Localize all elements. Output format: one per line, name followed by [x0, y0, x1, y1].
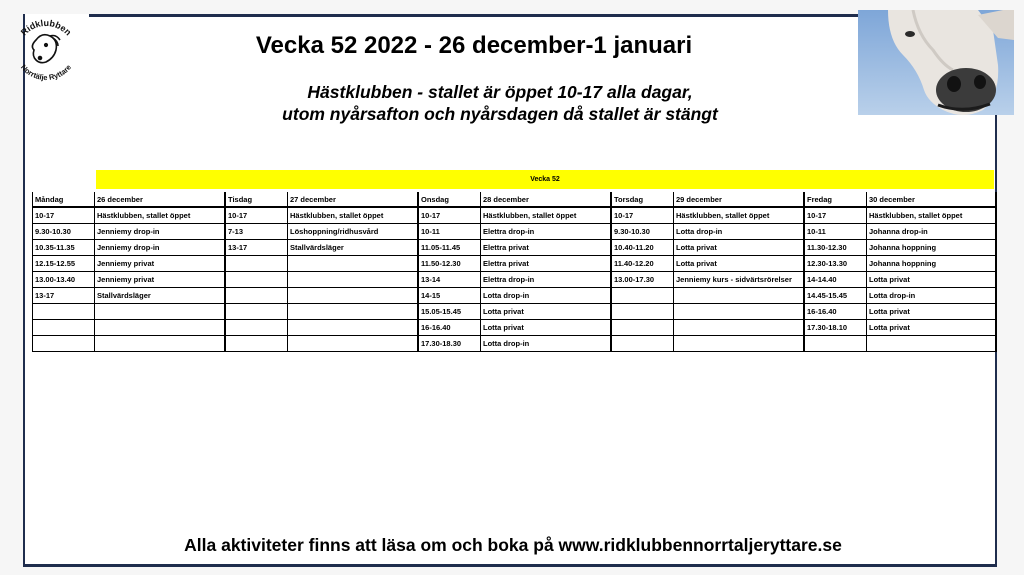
activity-cell: Lotta drop-in [483, 339, 530, 348]
table-row [419, 288, 610, 304]
subtitle-line-2: utom nyårsafton och nyårsdagen då stallet är stängt [282, 104, 718, 124]
time-cell: 10.35-11.35 [33, 240, 95, 255]
activity-cell [674, 320, 803, 335]
activity-cell: Lotta drop-in [483, 291, 530, 300]
activity-cell: Lotta privat [869, 307, 910, 316]
activity-cell: Lotta drop-in [869, 291, 916, 300]
day-header-row [419, 192, 610, 208]
time-cell [612, 288, 674, 303]
activity-cell: Lotta privat [869, 323, 910, 332]
activity-cell: Lotta privat [483, 323, 524, 332]
time-cell: 11.05-11.45 [419, 240, 481, 255]
time-cell: 17.30-18.10 [805, 320, 867, 335]
footer-text: Alla aktiviteter finns att läsa om och boka på www.ridklubbennorrtaljeryttare.se [184, 535, 842, 555]
activity-cell [288, 336, 417, 351]
activity-cell [288, 256, 417, 271]
table-row [805, 320, 995, 336]
table-row [33, 272, 224, 288]
activity-cell [95, 320, 224, 335]
day-header-row [226, 192, 417, 208]
time-cell [612, 336, 674, 351]
activity-cell: Hästklubben, stallet öppet [483, 211, 577, 220]
activity-cell: Hästklubben, stallet öppet [676, 211, 770, 220]
table-row [33, 224, 224, 240]
table-row [33, 288, 224, 304]
activity-cell: Johanna hoppning [869, 243, 937, 252]
logo-top-text: Ridklubben [18, 17, 74, 38]
time-cell: 14-14.40 [805, 272, 867, 287]
table-row [805, 336, 995, 352]
time-cell: 10-17 [419, 208, 481, 223]
subtitle [150, 81, 850, 125]
activity-cell: Johanna hoppning [869, 259, 937, 268]
table-row [419, 240, 610, 256]
time-cell: 9.30-10.30 [612, 224, 674, 239]
table-row [612, 304, 803, 320]
activity-cell [288, 272, 417, 287]
time-cell: 12.30-13.30 [805, 256, 867, 271]
time-cell: 10-17 [226, 208, 288, 223]
time-cell: 10-17 [612, 208, 674, 223]
time-cell: 13-14 [419, 272, 481, 287]
table-row [226, 320, 417, 336]
week-header: Vecka 52 [96, 170, 994, 189]
activity-cell: Elettra drop-in [483, 227, 535, 236]
activity-cell [674, 304, 803, 319]
time-cell: 12.15-12.55 [33, 256, 95, 271]
table-row [419, 320, 610, 336]
activity-cell: Lotta privat [869, 275, 910, 284]
day-header-row [805, 192, 995, 208]
activity-cell: Lotta privat [676, 259, 717, 268]
table-row [612, 272, 803, 288]
table-row [226, 256, 417, 272]
activity-cell: Lotta privat [483, 307, 524, 316]
activity-cell: Jenniemy privat [97, 275, 155, 284]
table-row [33, 208, 224, 224]
time-cell [226, 272, 288, 287]
day-name: Torsdag [612, 192, 674, 206]
time-cell: 17.30-18.30 [419, 336, 481, 351]
activity-cell: Hästklubben, stallet öppet [869, 211, 963, 220]
activity-cell [288, 304, 417, 319]
time-cell [33, 304, 95, 319]
table-row [226, 288, 417, 304]
horse-photo [858, 10, 1014, 115]
table-row [33, 240, 224, 256]
activity-cell: Hästklubben, stallet öppet [97, 211, 191, 220]
time-cell: 10.40-11.20 [612, 240, 674, 255]
time-cell: 16-16.40 [419, 320, 481, 335]
day-date: 29 december [676, 195, 722, 204]
table-row [226, 224, 417, 240]
day-column-måndag [32, 192, 226, 352]
day-date: 30 december [869, 195, 915, 204]
table-row [419, 208, 610, 224]
table-row [33, 336, 224, 352]
table-row [805, 240, 995, 256]
time-cell: 16-16.40 [805, 304, 867, 319]
time-cell: 7-13 [226, 224, 288, 239]
table-row [226, 208, 417, 224]
table-row [226, 240, 417, 256]
day-date: 27 december [290, 195, 336, 204]
activity-cell: Stallvärdsläger [290, 243, 344, 252]
time-cell: 14.45-15.45 [805, 288, 867, 303]
activity-cell: Lotta drop-in [676, 227, 723, 236]
time-cell: 11.30-12.30 [805, 240, 867, 255]
table-row [419, 224, 610, 240]
table-row [612, 208, 803, 224]
table-row [805, 256, 995, 272]
table-row [805, 304, 995, 320]
day-column-torsdag [611, 192, 805, 352]
time-cell: 10-11 [805, 224, 867, 239]
day-name: Fredag [805, 192, 867, 206]
time-cell [612, 320, 674, 335]
time-cell: 13-17 [33, 288, 95, 303]
time-cell [226, 288, 288, 303]
time-cell: 11.40-12.20 [612, 256, 674, 271]
activity-cell: Hästklubben, stallet öppet [290, 211, 384, 220]
time-cell: 14-15 [419, 288, 481, 303]
time-cell [33, 336, 95, 351]
table-row [612, 256, 803, 272]
day-name: Måndag [33, 192, 95, 206]
activity-cell: Lotta privat [676, 243, 717, 252]
time-cell: 13.00-17.30 [612, 272, 674, 287]
time-cell: 10-17 [33, 208, 95, 223]
time-cell [612, 304, 674, 319]
activity-cell: Jenniemy drop-in [97, 243, 160, 252]
table-row [612, 288, 803, 304]
time-cell: 10-11 [419, 224, 481, 239]
day-date: 26 december [97, 195, 143, 204]
table-row [33, 304, 224, 320]
table-row [226, 272, 417, 288]
day-name: Onsdag [419, 192, 481, 206]
activity-cell [288, 320, 417, 335]
table-row [805, 272, 995, 288]
activity-cell [674, 336, 803, 351]
svg-text:Norrtälje Ryttare [19, 63, 73, 82]
time-cell: 9.30-10.30 [33, 224, 95, 239]
table-row [612, 224, 803, 240]
activity-cell: Johanna drop-in [869, 227, 928, 236]
day-column-fredag [804, 192, 997, 352]
table-row [226, 336, 417, 352]
table-row [805, 288, 995, 304]
day-header-row [33, 192, 224, 208]
table-row [419, 272, 610, 288]
time-cell [226, 320, 288, 335]
table-row [226, 304, 417, 320]
time-cell [33, 320, 95, 335]
activity-cell: Elettra privat [483, 243, 529, 252]
time-cell: 15.05-15.45 [419, 304, 481, 319]
table-row [419, 256, 610, 272]
activity-cell: Elettra drop-in [483, 275, 535, 284]
table-row [419, 336, 610, 352]
time-cell: 10-17 [805, 208, 867, 223]
day-date: 28 december [483, 195, 529, 204]
top-rule [89, 14, 859, 17]
day-header-row [612, 192, 803, 208]
time-cell: 13.00-13.40 [33, 272, 95, 287]
page-title: Vecka 52 2022 - 26 december-1 januari [255, 32, 693, 59]
activity-cell: Stallvärdsläger [97, 291, 151, 300]
table-row [805, 224, 995, 240]
activity-cell [95, 304, 224, 319]
day-column-tisdag [225, 192, 419, 352]
activity-cell: Elettra privat [483, 259, 529, 268]
activity-cell [95, 336, 224, 351]
horse-head-logo [6, 10, 86, 90]
activity-cell [674, 288, 803, 303]
activity-cell: Jenniemy kurs - sidvärtsrörelser [676, 275, 792, 284]
table-row [33, 256, 224, 272]
day-column-onsdag [418, 192, 612, 352]
day-name: Tisdag [226, 192, 288, 206]
time-cell [226, 256, 288, 271]
time-cell: 13-17 [226, 240, 288, 255]
subtitle-line-1: Hästklubben - stallet är öppet 10-17 alla dagar, [307, 82, 693, 102]
activity-cell [867, 336, 995, 351]
activity-cell [288, 288, 417, 303]
time-cell: 11.50-12.30 [419, 256, 481, 271]
table-row [612, 320, 803, 336]
time-cell [805, 336, 867, 351]
activity-cell: Löshoppning/ridhusvård [290, 227, 379, 236]
activity-cell: Jenniemy drop-in [97, 227, 160, 236]
table-row [612, 336, 803, 352]
activity-cell: Jenniemy privat [97, 259, 155, 268]
time-cell [226, 304, 288, 319]
logo-bottom-text: Norrtälje Ryttare [18, 62, 74, 83]
time-cell [226, 336, 288, 351]
table-row [612, 240, 803, 256]
table-row [33, 320, 224, 336]
table-row [805, 208, 995, 224]
table-row [419, 304, 610, 320]
